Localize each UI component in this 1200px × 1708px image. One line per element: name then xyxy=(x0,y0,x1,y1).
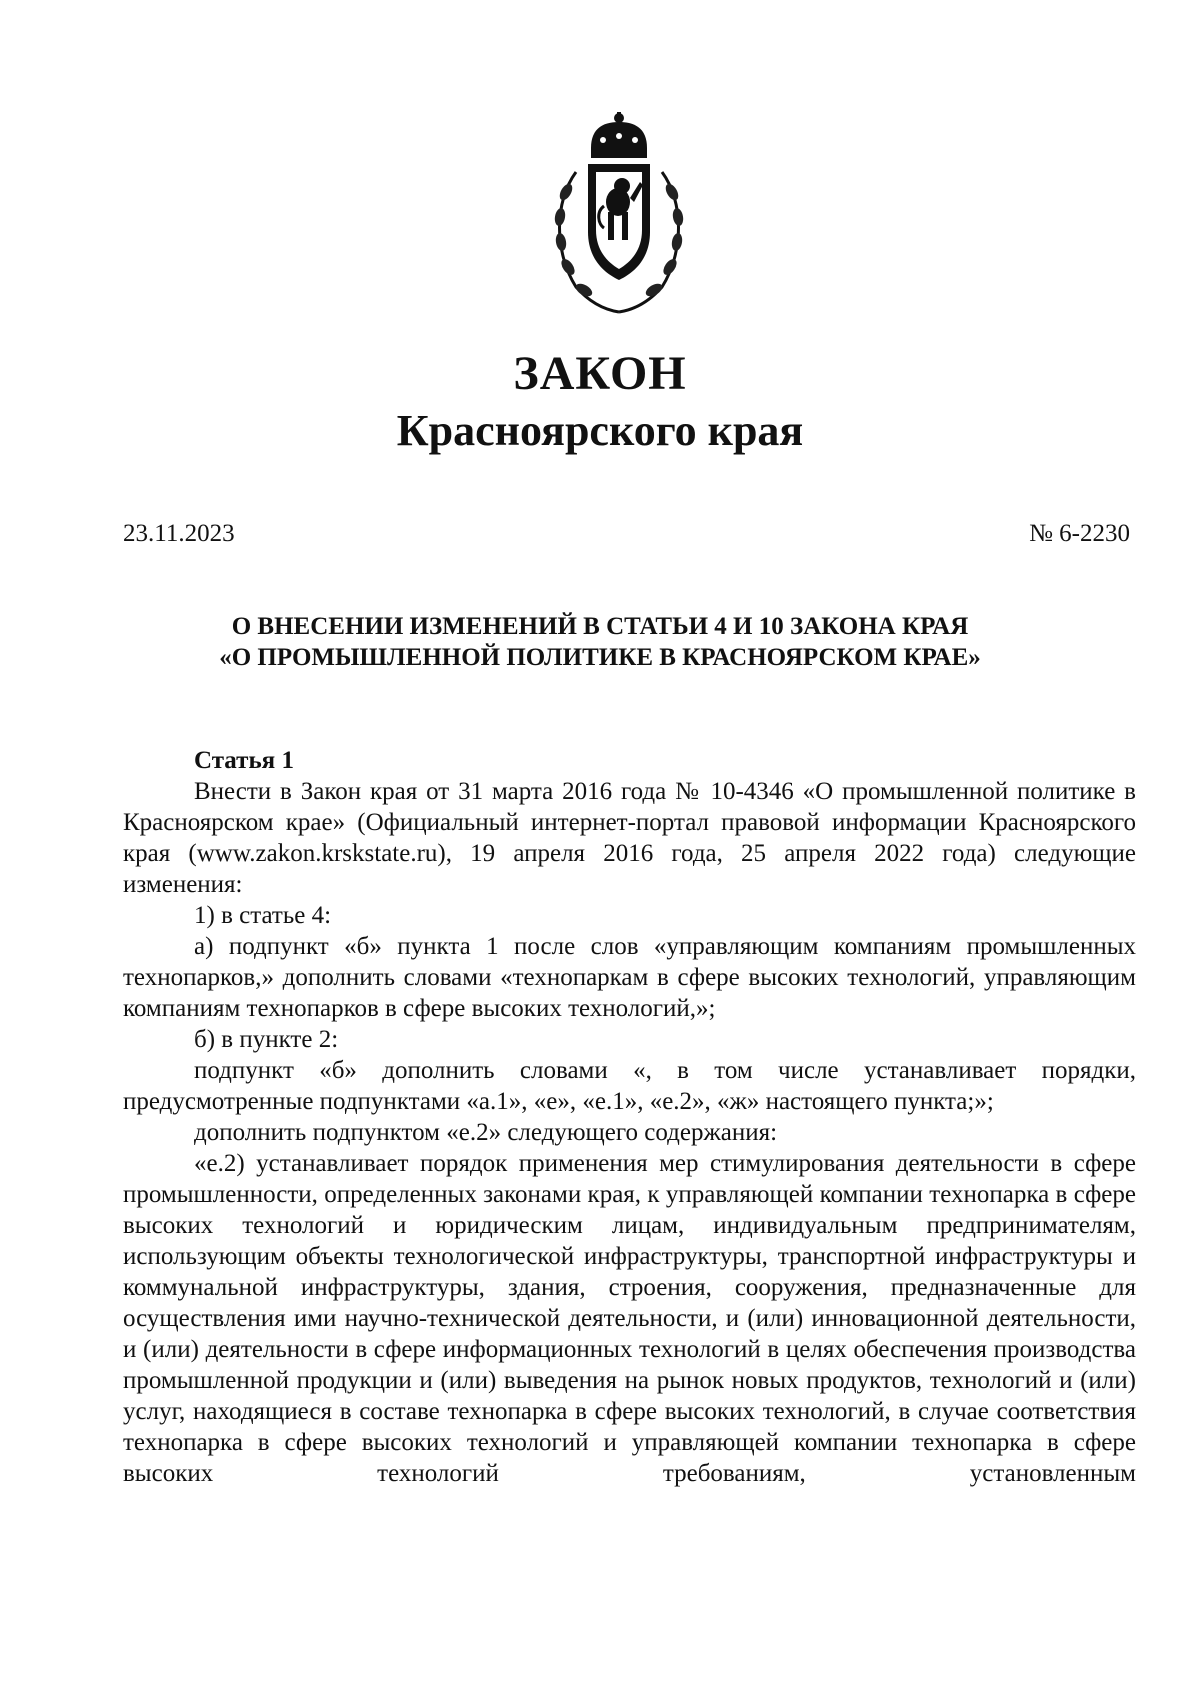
paragraph: подпункт «б» дополнить словами «, в том числе устанавливает порядки, предусмотренные подпунктами «а.1», «е», «е.1», «е.2», «ж» настоящего пункта;»; xyxy=(123,1057,1136,1115)
paragraph: а) подпункт «б» пункта 1 после слов «управляющим компаниям промышленных технопарков,» дополнить словами «технопаркам в сфере высоких технологий, управляющим компаниям технопарков в сфере высоких технологий,»; xyxy=(123,933,1136,1022)
document-date: 23.11.2023 xyxy=(123,520,235,547)
document-body xyxy=(123,745,1136,1489)
law-heading-line-2: «О ПРОМЫШЛЕННОЙ ПОЛИТИКЕ В КРАСНОЯРСКОМ КРАЕ» xyxy=(219,644,981,671)
law-heading-line-1: О ВНЕСЕНИИ ИЗМЕНЕНИЙ В СТАТЬИ 4 И 10 ЗАКОНА КРАЯ xyxy=(231,613,969,640)
law-heading xyxy=(0,611,1200,673)
paragraph: дополнить подпунктом «е.2» следующего содержания: xyxy=(194,1119,778,1146)
paragraph: б) в пункте 2: xyxy=(194,1026,339,1053)
paragraph: Внести в Закон края от 31 марта 2016 года № 10-4346 «О промышленной политике в Красноярском крае» (Официальный интернет-портал правовой информации Красноярского края (www.zakon.krskstate.ru), 19 апреля 2016 года, 25 апреля 2022 года) следующие изменения: xyxy=(123,778,1136,898)
paragraph: 1) в статье 4: xyxy=(194,902,332,929)
coat-of-arms-emblem xyxy=(546,112,692,314)
document-subtitle: Красноярского края xyxy=(396,406,804,455)
paragraph: «е.2) устанавливает порядок применения мер стимулирования деятельности в сфере промышленности, определенных законами края, к управляющей компании технопарка в сфере высоких технологий и юридическим лицам, индивидуальным предпринимателям, использующим объекты технологической инфраструктуры, транспортной инфраструктуры и коммунальной инфраструктуры, здания, строения, сооружения, предназначенные для осуществления ими научно-технической деятельности, и (или) инновационной деятельности, и (или) деятельности в сфере информационных технологий в целях обеспечения производства промышленной продукции и (или) выведения на рынок новых продуктов, технологий и (или) услуг, находящиеся в составе технопарка в сфере высоких технологий, в случае соответствия технопарка в сфере высоких технологий и управляющей компании технопарка в сфере высоких технологий требованиям, установленным xyxy=(123,1150,1136,1487)
document-title: ЗАКОН xyxy=(513,347,687,400)
article-title: Статья 1 xyxy=(194,747,294,774)
document-number: № 6-2230 xyxy=(1029,520,1130,547)
